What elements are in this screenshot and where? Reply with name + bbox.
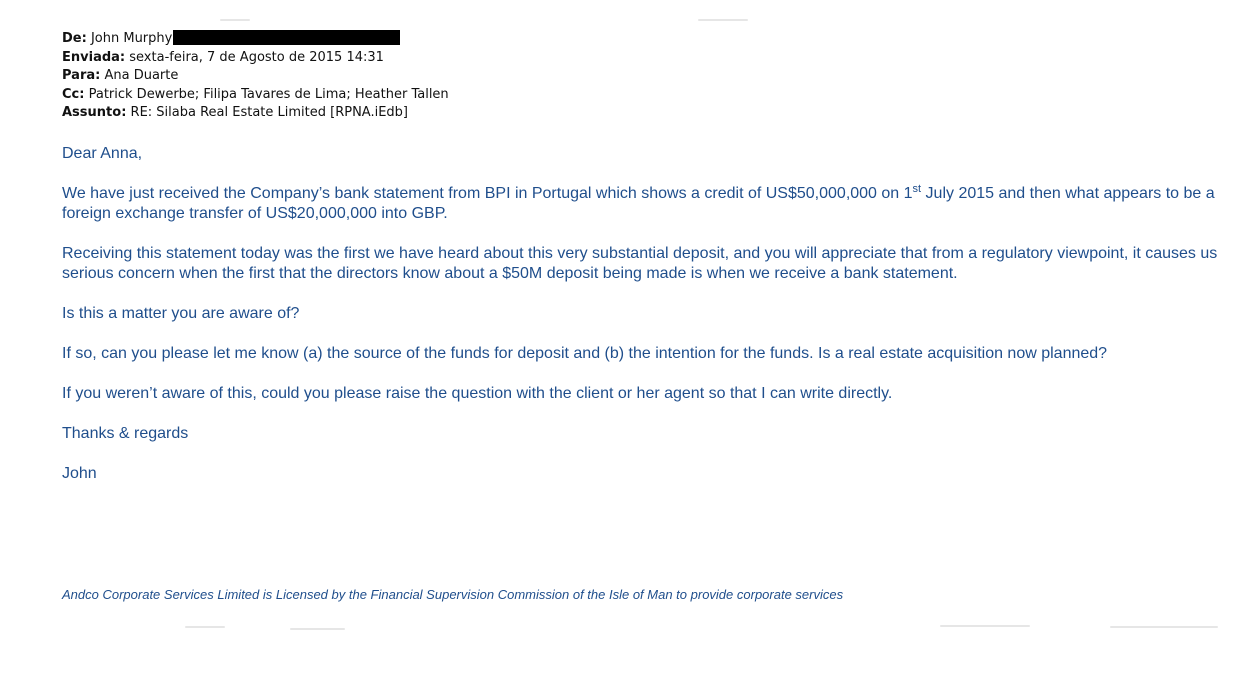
email-body [62, 144, 1222, 484]
sent-row [62, 49, 449, 68]
email-header [62, 30, 449, 123]
scan-artifact [940, 625, 1030, 627]
cc-label: Cc: [62, 86, 85, 102]
scan-artifact [698, 19, 748, 21]
sent-label: Enviada: [62, 49, 126, 65]
ordinal-superscript: st [912, 183, 922, 195]
scan-artifact [1110, 626, 1218, 628]
cc-value: Patrick Dewerbe; Filipa Tavares de Lima; Heather Tallen [88, 86, 449, 102]
subject-value: RE: Silaba Real Estate Limited [RPNA.iEdb] [130, 105, 408, 120]
scan-artifact [220, 19, 250, 21]
closing: Thanks & regards [62, 425, 189, 442]
redaction-bar [173, 30, 400, 45]
greeting: Dear Anna, [62, 145, 143, 162]
from-label: De: [62, 31, 87, 46]
sent-value: sexta-feira, 7 de Agosto de 2015 14:31 [129, 49, 384, 65]
to-label: Para: [62, 68, 101, 83]
paragraph-credit-notice [62, 184, 1222, 224]
subject-row [62, 104, 449, 123]
cc-row [62, 86, 449, 105]
paragraph-request-details: If so, can you please let me know (a) the source of the funds for deposit and (b) the intention for the funds. Is a real estate acquisition now planned? [62, 345, 1108, 362]
paragraph-credit-text-a: We have just received the Company’s bank statement from BPI in Portugal which shows a credit of US$50,000,000 on 1 [62, 185, 913, 202]
from-value: John Murphy [90, 31, 173, 46]
paragraph-question: Is this a matter you are aware of? [62, 305, 300, 322]
to-value: Ana Duarte [104, 68, 179, 83]
scan-artifact [185, 626, 225, 628]
scan-artifact [290, 628, 345, 630]
from-row [62, 30, 449, 49]
subject-label: Assunto: [62, 105, 127, 120]
footer-disclaimer: Andco Corporate Services Limited is Licensed by the Financial Supervision Commission of the Isle of Man to provide corporate services [62, 587, 844, 602]
signature: John [62, 465, 97, 482]
paragraph-regulatory-concern: Receiving this statement today was the first we have heard about this very substantial deposit, and you will appreciate that from a regulatory viewpoint, it causes us serious concern when the first that the directors know about a $50M deposit being made is when we receive a bank statement. [62, 245, 1218, 282]
to-row [62, 67, 449, 86]
paragraph-raise-question: If you weren’t aware of this, could you please raise the question with the client or her agent so that I can write directly. [62, 385, 893, 402]
paragraph-credit-text-b: July 2015 and then what appears to be a foreign exchange transfer of US$20,000,000 into GBP. [62, 185, 1215, 222]
